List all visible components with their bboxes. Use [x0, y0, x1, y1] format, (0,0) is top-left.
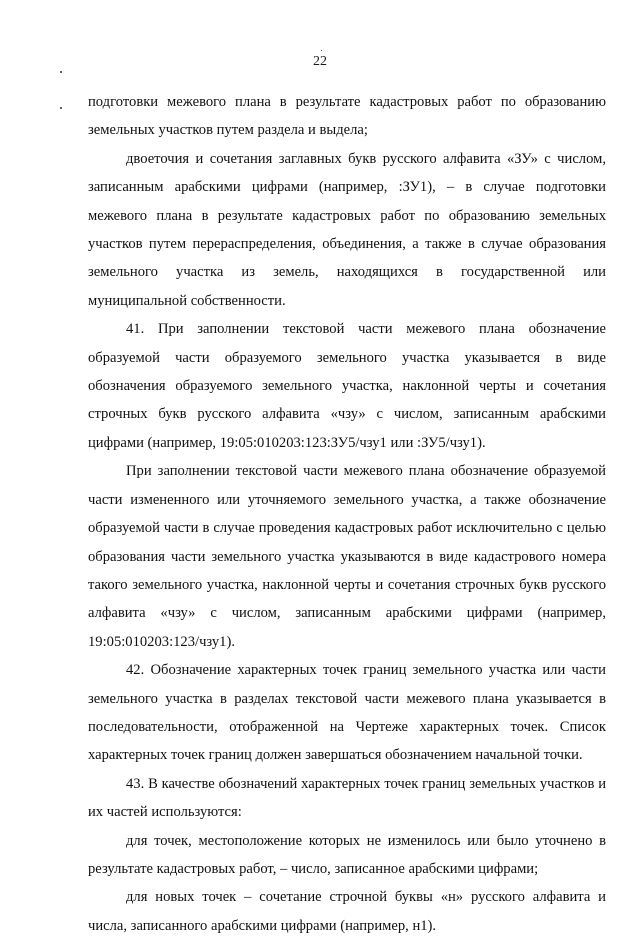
- page-number: 22: [313, 54, 327, 69]
- paragraph-43: 43. В качестве обозначений характерных точек границ земельных участков и их частей используются:: [88, 775, 606, 821]
- document-body: [88, 88, 606, 940]
- scan-speck: [60, 71, 62, 73]
- paragraph-42: 42. Обозначение характерных точек границ земельного участка или части земельного участка в разделах текстовой части межевого плана указывается в последовательности, отображенной на Чертеже характерных точек. Список характерных точек границ должен завершаться обозначением начальной точки.: [88, 662, 606, 764]
- paragraph-continuation: подготовки межевого плана в результате кадастровых работ по образованию земельных участков путем раздела и выдела;: [88, 94, 606, 139]
- scan-speck: [321, 50, 322, 51]
- paragraph-43-new-points: для новых точек – сочетание строчной буквы «н» русского алфавита и числа, записанного арабскими цифрами (например, н1).: [88, 889, 606, 934]
- paragraph-colon-designation: двоеточия и сочетания заглавных букв русского алфавита «ЗУ» с числом, записанным арабскими цифрами (например, :ЗУ1), – в случае подготовки межевого плана в результате кадастровых работ по образованию земельных участков путем перераспределения, объединения, а также в случае образования земельного участка из земель, находящихся в государственной или муниципальной собственности.: [88, 150, 606, 309]
- scan-speck: [60, 107, 62, 109]
- paragraph-41-part-designation: При заполнении текстовой части межевого плана обозначение образуемой части измененного или уточняемого земельного участка, а также обозначение образуемой части в случае проведения кадастровых работ исключительно с целью образования части земельного участка указываются в виде кадастрового номера такого земельного участка, наклонной черты и сочетания строчных букв русского алфавита «чзу» с числом, записанным арабскими цифрами (например, 19:05:010203:123/чзу1).: [88, 463, 606, 650]
- paragraph-43-existing-points: для точек, местоположение которых не изменилось или было уточнено в результате кадастровых работ, – число, записанное арабскими цифрами;: [88, 832, 606, 877]
- paragraph-41: 41. При заполнении текстовой части межевого плана обозначение образуемой части образуемого земельного участка указывается в виде обозначения образуемого земельного участка, наклонной черты и сочетания строчных букв русского алфавита «чзу» с числом, записанным арабскими цифрами (например, 19:05:010203:123:ЗУ5/чзу1 или :ЗУ5/чзу1).: [88, 321, 606, 451]
